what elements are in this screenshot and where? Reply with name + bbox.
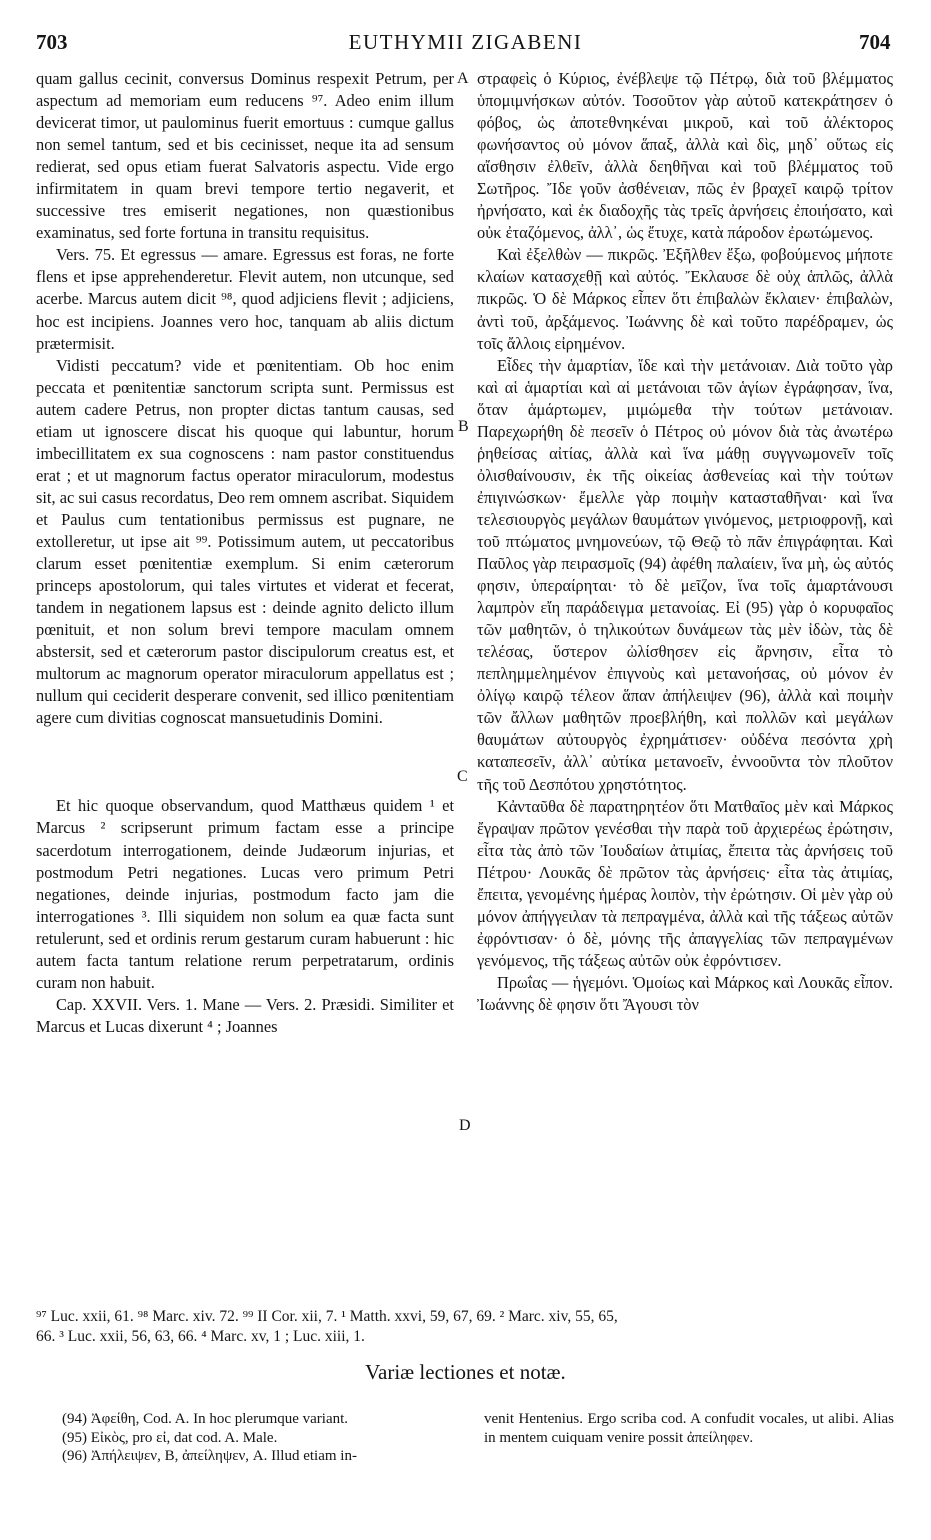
greek-paragraph: Καὶ ἐξελθὼν — πικρῶς. Ἐξῆλθεν ἔξω, φοβούμενος μήποτε κλαίων κατασχεθῇ καὶ αὐτός. Ἔκλαυσε δὲ οὐχ ἁπλῶς, ἀλλὰ πικρῶς. Ὁ δὲ Μάρκος εἶπεν ὅτι ἐπιβαλὼν ἔκλαιεν· ἐπιβαλὼν, ἀντὶ τοῦ, ἀρξάμενος. Ἰωάννης δὲ καὶ τοῦτο παρέδραμεν, ὡς τοῖς ἄλλοις εἰρημένον. xyxy=(477,245,893,353)
section-marker-c: C xyxy=(457,768,468,785)
latin-paragraph: Vidisti peccatum? vide et pœnitentiam. Ob hoc enim peccata et pœnitentiæ sanctorum scripta sunt. Permissus est autem cadere Petrus, non propter dictas tantum causas, sed etiam ut ignoscere discat his quoque qui labuntur, horum imbecillitatem ex sua cognoscens : nam pastor constituendus erat ; et ut magnorum factus operator miraculorum, modestus sit, ac sui casus recordatus, Deo rem omnem ascribat. Siquidem et Paulus cum tentationibus permissus est pugnare, ne extolleretur, ut ipse ait ⁹⁹. Potissimum autem, ut peccatoribus clarum esset pœnitentiæ exemplum. Si enim cæterorum princeps apostolorum, qui tales virtutes et viderat et fecerat, tandem in negationem lapsus est : deinde agnito delicto illum pœnituit, et non solum brevi tempore maculam omnem abstersit, sed et cæterorum pastor discipulorum creatus est, et multorum ac magnorum operator miraculorum appellatus est ; nullum qui ceciderit desperare convenit, sed illico pœnitentiam agere cum divitias cognoscat mansuetudinis Domini. xyxy=(36,355,454,728)
page-header xyxy=(0,30,931,60)
greek-paragraph: Κἀνταῦθα δὲ παρατηρητέον ὅτι Ματθαῖος μὲν καὶ Μάρκος ἔγραψαν πρῶτον γενέσθαι τὴν παρὰ τοῦ ἀρχιερέως ἐρώτησιν, εἶτα τὰς ἀπὸ τῶν Ἰουδαίων ἀτιμίας, ἔπειτα τὰς ἀρνήσεις τοῦ Πέτρου· Λουκᾶς δὲ πρῶτον τὰς ἀρνήσεις· εἶτα τὰς ἀτιμίας, ἔπειτα, γενομένης ἡμέρας λοιπὸν, τὴν ἐρώτησιν. Οἱ μὲν γὰρ οὐ μόνον ἀπήγγειλαν τὰ πεπραγμένα, ἀλλὰ καὶ τῆς τάξεως αὐτῶν ἐφρόντισαν· ὁ δὲ, μόνης τῆς ἀπαγγελίας τῶν πεπραγμένων γενόμενος, τῆς τάξεως αὐτῶν οὐκ ἐφρόντισεν. xyxy=(477,796,893,970)
latin-column xyxy=(36,68,454,1038)
footnote-line: 66. ³ Luc. xxii, 56, 63, 66. ⁴ Marc. xv, 1 ; Luc. xiii, 1. xyxy=(36,1328,365,1345)
variae-notes-right xyxy=(484,1410,894,1447)
variant-note: (95) Εἰκὸς, pro εἰ, dat cod. A. Male. xyxy=(62,1429,278,1446)
footnotes xyxy=(36,1307,896,1347)
latin-paragraph: Cap. XXVII. Vers. 1. Mane — Vers. 2. Præsidi. Similiter et Marcus et Lucas dixerunt ⁴ ; Joannes xyxy=(36,994,454,1036)
running-title: EUTHYMII ZIGABENI xyxy=(348,30,583,54)
variant-note-continuation: venit Hentenius. Ergo scriba cod. A confudit vocales, ut alibi. Alias in mentem cuiquam venire possit ἀπείληφεν. xyxy=(484,1411,894,1446)
variant-note: (94) Ἀφείθη, Cod. A. In hoc plerumque variant. xyxy=(62,1411,349,1427)
footnote-line: ⁹⁷ Luc. xxii, 61. ⁹⁸ Marc. xiv. 72. ⁹⁹ II Cor. xii, 7. ¹ Matth. xxvi, 59, 67, 69. ² Marc. xiv, 55, 65, xyxy=(36,1308,618,1325)
latin-paragraph: Et hic quoque observandum, quod Matthæus quidem ¹ et Marcus ² scripserunt primum factam esse a principe sacerdotum interrogationem, deinde Judæorum injurias, et postmodum Petri negationes. Lucas vero primum Petri negationes, deinde injurias, postmodum facto jam die interrogationes ³. Illi siquidem non solum ea quæ facta sunt retulerunt, sed et ordinis rerum gestarum curam habuerunt : hic autem facta tantum relatione rerum perpetratarum, ordinis curam non habuit. xyxy=(36,796,454,992)
variae-notes-left xyxy=(62,1410,462,1466)
latin-paragraph: Vers. 75. Et egressus — amare. Egressus est foras, ne forte flens et ipse apprehenderetur. Flevit autem, non utcunque, sed acerbe. Marcus autem dicit ⁹⁸, quod adjiciens flevit ; adjiciens, hoc est incipiens. Joannes vero hoc, tanquam ab aliis dictum prætermisit. xyxy=(36,245,454,353)
section-marker-d: D xyxy=(459,1117,471,1134)
greek-column xyxy=(477,68,893,1016)
section-marker-b: B xyxy=(458,418,469,435)
section-marker-a: A xyxy=(457,70,469,87)
greek-paragraph: Πρωΐας — ἡγεμόνι. Ὁμοίως καὶ Μάρκος καὶ Λουκᾶς εἶπον. Ἰωάννης δὲ φησιν ὅτι Ἄγουσι τὸν xyxy=(477,972,893,1014)
greek-paragraph: στραφεὶς ὁ Κύριος, ἐνέβλεψε τῷ Πέτρῳ, διὰ τοῦ βλέμματος ὑπομιμνήσκων αὐτόν. Τοσοῦτον γὰρ αὐτοῦ κατεκράτησεν ὁ φόβος, ὡς ἀποτεθνηκέναι μικροῦ, καὶ τοῦ ἀλέκτορος φωνήσαντος οὐ μόνον ἅπαξ, ἀλλὰ καὶ δὶς, μηδ᾽ οὕτως εἰς αἴσθησιν ἐλθεῖν, ἀλλὰ δεηθῆναι καὶ τοῦ βλέμματος τοῦ Σωτῆρος. Ἴδε γοῦν ἀσθένειαν, πῶς ἐν βραχεῖ καιρῷ τρίτον ἠρνήσατο, καὶ ἐκ διαδοχῆς τὰς τρεῖς ἀρνήσεις ἐποιήσατο, καὶ οὐκ ἐταζόμενος, ἀλλ᾽, ὡς ἔτυχε, κατὰ πάροδον ἐρωτώμενος. xyxy=(477,69,893,243)
page-number-left: 703 xyxy=(36,30,68,54)
page-number-right: 704 xyxy=(859,30,891,54)
greek-paragraph: Εἶδες τὴν ἁμαρτίαν, ἴδε καὶ τὴν μετάνοιαν. Διὰ τοῦτο γὰρ καὶ αἱ ἁμαρτίαι καὶ αἱ μετάνοιαι τῶν ἁγίων ἐγράφησαν, ἵνα, ὅταν ἁμάρτωμεν, μιμώμεθα τὴν τούτων μετάνοιαν. Παρεχωρήθη δὲ πεσεῖν ὁ Πέτρος οὐ μόνον διὰ τὰς ἀνωτέρω ῥηθείσας αἰτίας, ἀλλὰ καὶ ἵνα μάθῃ συγγνωμονεῖν τοῖς ὀλισθαίνουσιν, ἐκ τῆς οἰκείας ἀσθενείας καὶ τὴν τούτων ἐπιγινώσκων· ἔμελλε γὰρ ποιμὴν κατασταθῆναι· καὶ ἵνα τελεσιουργὸς μεγάλων θαυμάτων γινόμενος, μετριοφρονῇ, καὶ τοῦ πτώματος μνημονεύων, τῷ Θεῷ τὸ πᾶν ἐπιγράφηται. Καὶ Παῦλος γὰρ πειρασμοῖς (94) ἀφέθη παλαίειν, ἵνα μὴ, ὡς αὐτός φησιν, ὑπεραίρηται· τὸ δὲ μεῖζον, ἵνα τοῖς ἁμαρτάνουσι λαμπρὸν εἴη παράδειγμα μετανοίας. Εἰ (95) γὰρ ὁ κορυφαῖος τῶν μαθητῶν, ὁ τηλικούτων δυνάμεων τὰς μὲν ἰδὼν, τὰς δὲ τελέσας, ὕστερον ὠλίσθησεν εἰς ἄρνησιν, εἶτα τὸ πεπλημμελημένον ἐπιγνοὺς καὶ μετανοήσας, οὐ μόνον ἐν ὀλίγῳ καιρῷ τέλεον ἅπαν ἀπήλειψεν (96), ἀλλὰ καὶ ποιμὴν τῶν ἄλλων μαθητῶν προεβλήθη, καὶ πολλῶν καὶ μεγάλων θαυμάτων αὐτουργὸς ἐχρημάτισεν· οὐδένα πεσόντα χρὴ καταπεσεῖν, ἀλλ᾽ αὐτίκα μετανοεῖν, ἐννοοῦντα τὸν πλοῦτον τῆς τοῦ Δεσπότου χρηστότητος. xyxy=(477,355,893,794)
latin-paragraph: quam gallus cecinit, conversus Dominus respexit Petrum, per aspectum ad memoriam eum reducens ⁹⁷. Adeo enim illum devicerat timor, ut paulominus fuerit emortuus : cumque gallus non semel tantum, sed et bis cecinisset, neque ita ad sensum redierat, sed opus etiam fuerat Salvatoris aspectu. Vide ergo infirmitatem in quam brevi tempore tertio negaverit, et successive tres emiserit negationes, non quæstionibus examinatus, sed forte fortuna in transitu requisitus. xyxy=(36,69,454,243)
variant-note: (96) Ἀπήλειψεν, B, ἀπείληψεν, A. Illud etiam in- xyxy=(62,1448,357,1464)
variae-lectiones-title: Variæ lectiones et notæ. xyxy=(365,1360,566,1384)
